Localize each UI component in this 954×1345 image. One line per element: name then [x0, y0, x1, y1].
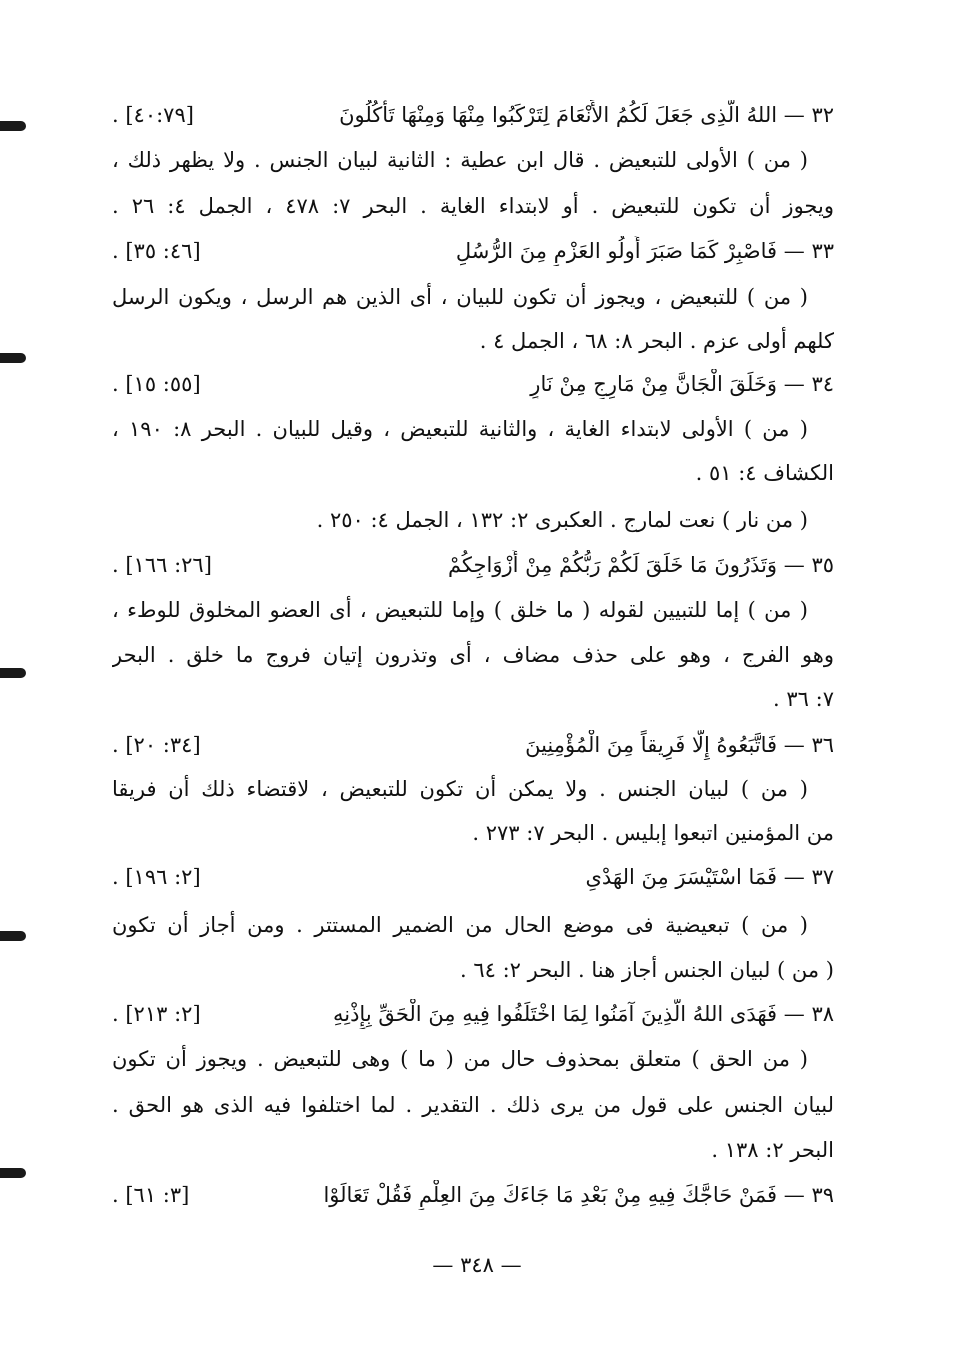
margin-mark: [0, 668, 26, 678]
margin-mark: [0, 931, 26, 941]
verse-reference: [٤٦: ٣٥] .: [112, 239, 201, 263]
commentary-line: وهو الفرج ، وهو على حذف مضاف ، أى وتذرون إتيان فروج ما خلق . البحر: [112, 643, 834, 667]
commentary-line: ( من ) لبيان الجنس أجاز هنا . البحر ٢: ٦٤ .: [459, 958, 834, 982]
verse-text: وَخَلَقَ الْجَانَّ مِنْ مَارِجٍ مِنْ نَارٍ: [530, 372, 778, 396]
verse-line: [112, 862, 834, 892]
commentary-line: ( من ) الأولى لابتداء الغاية ، والثانية للتبعيض ، وقيل للبيان . البحر ٨: ١٩٠ ،: [112, 417, 808, 441]
verse-line: [112, 550, 834, 580]
margin-mark: [0, 121, 26, 131]
verse-number: ٣٢ —: [777, 103, 834, 127]
commentary-line: كلهم أولى عزم . البحر ٨: ٦٨ ، الجمل ٤ .: [479, 329, 834, 353]
verse-number: ٣٧ —: [777, 865, 834, 889]
verse-number: ٣٥ —: [777, 553, 834, 577]
margin-mark: [0, 353, 26, 363]
verse-text: فَاصْبِرْ كَمَا صَبَرَ أُولُو العَزْمِ مِنَ الرُّسُلِ: [455, 239, 778, 263]
verse-reference: [٥٥: ١٥] .: [112, 372, 201, 396]
verse-reference: [٢: ١٩٦] .: [112, 865, 201, 889]
commentary-line: ( من نار ) نعت لمارج . العكبرى ٢: ١٣٢ ، الجمل ٤: ٢٥٠ .: [316, 508, 808, 532]
commentary-line: ( من ) لبيان الجنس . ولا يمكن أن تكون للتبعيض ، لاقتضاء ذلك أن فريقا: [112, 777, 808, 801]
verse-text: وَتَذَرُونَ مَا خَلَقَ لَكُمْ رَبُّكُمْ مِنْ أَزْوَاجِكُمْ: [447, 553, 778, 577]
commentary-line: ( من ) إما للتبيين لقوله ( ما خلق ) وإما للتبعيض ، أى العضو المخلوق للوطء ،: [112, 598, 808, 622]
verse-reference: [٢٦: ١٦٦] .: [112, 553, 212, 577]
verse-line: [112, 369, 834, 399]
margin-mark: [0, 1168, 26, 1178]
verse-number: ٣٨ —: [777, 1002, 834, 1026]
commentary-line: الكشاف ٤: ٥١ .: [695, 461, 834, 485]
page-number: — ٣٤٨ —: [432, 1253, 522, 1277]
verse-reference: [٢: ٢١٣] .: [112, 1002, 201, 1026]
verse-line: [112, 999, 834, 1029]
verse-text: فَمَنْ حَاجَّكَ فِيهِ مِنْ بَعْدِ مَا جَاءَكَ مِنَ العِلْمِ فَقُلْ تَعَالَوْا: [323, 1183, 778, 1207]
commentary-line: ويجوز أن تكون للتبعيض . أو لابتداء الغاية . البحر ٧: ٤٧٨ ، الجمل ٤: ٢٦ .: [112, 194, 834, 218]
commentary-line: ( من ) الأولى للتبعيض . قال ابن عطية : الثانية لبيان الجنس . ولا يظهر ذلك ،: [112, 148, 808, 172]
commentary-line: البحر ٢: ١٣٨ .: [711, 1138, 834, 1162]
commentary-line: ( من الحق ) متعلق بمحذوف حال من ( ما ) وهى للتبعيض . ويجوز أن تكون: [112, 1047, 808, 1071]
verse-text: فَمَا اسْتَيْسَرَ مِنَ الهَدْىِ: [585, 865, 778, 889]
verse-line: [112, 1180, 834, 1210]
verse-number: ٣٦ —: [777, 733, 834, 757]
commentary-line: ٧: ٣٦ .: [773, 687, 834, 711]
commentary-line: لبيان الجنس على قول من يرى ذلك . التقدير . لما اختلفوا فيه الذى هو الحق .: [112, 1093, 834, 1117]
verse-line: [112, 100, 834, 130]
verse-reference: [٤٠:٧٩] .: [112, 103, 194, 127]
verse-number: ٣٩ —: [777, 1183, 834, 1207]
verse-number: ٣٤ —: [777, 372, 834, 396]
verse-reference: [٣٤: ٢٠] .: [112, 733, 201, 757]
verse-text: فَاتَّبَعُوهُ إِلَّا فَرِيقاً مِنَ الْمُؤْمِنِينَ: [525, 733, 778, 757]
commentary-line: ( من ) تبعيضية فى موضع الحال من الضمير المستتر . ومن أجاز أن تكون: [112, 913, 808, 937]
commentary-line: من المؤمنين اتبعوا إبليس . البحر ٧: ٢٧٣ .: [472, 821, 834, 845]
verse-line: [112, 730, 834, 760]
verse-line: [112, 236, 834, 266]
commentary-line: ( من ) للتبعيض ، ويجوز أن تكون للبيان ، أى الذين هم الرسل ، ويكون الرسل: [112, 285, 808, 309]
verse-reference: [٣: ٦١] .: [112, 1183, 190, 1207]
verse-text: فَهَدَى اللهُ الَّذِينَ آمَنُوا لِمَا اخْتَلَفُوا فِيهِ مِنَ الْحَقِّ بِإِذْنِهِ: [332, 1002, 778, 1026]
verse-text: اللهُ الَّذِى جَعَلَ لَكُمُ الأَنْعَامَ لِتَرْكَبُوا مِنْهَا وَمِنْهَا تَأْكُلُونَ: [339, 103, 778, 127]
verse-number: ٣٣ —: [777, 239, 834, 263]
